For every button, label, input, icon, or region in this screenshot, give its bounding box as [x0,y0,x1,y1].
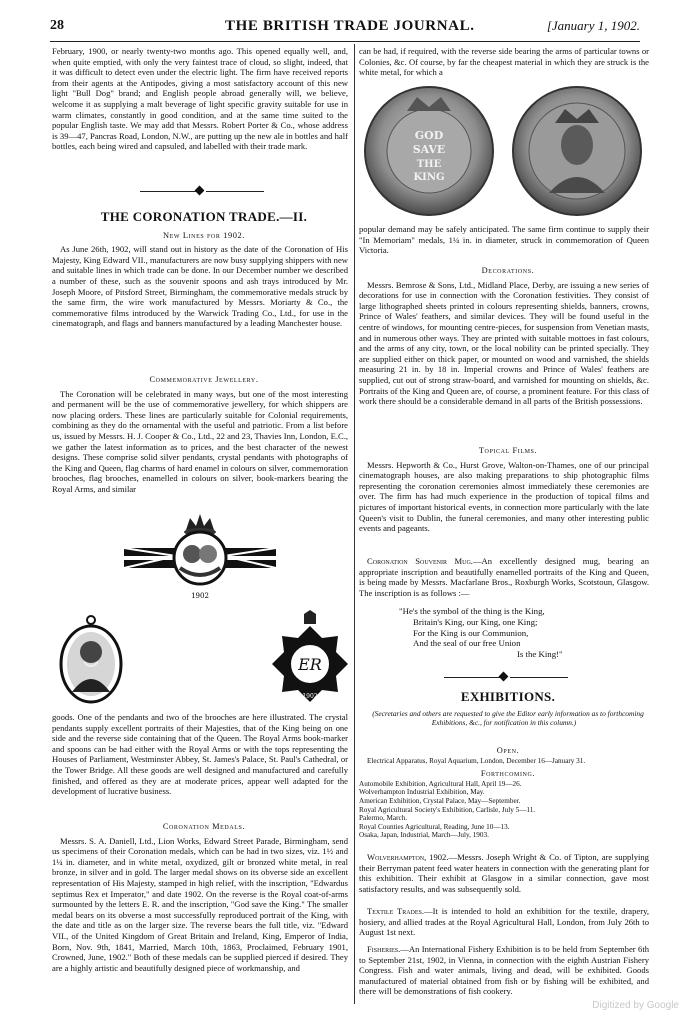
medal-word-3: THE [416,159,442,170]
right-column-mug [359,556,649,606]
list-item: Wolverhampton Industrial Exhibition, May. [359,788,485,797]
crystal-pendant-illustration [56,614,126,706]
medal-word-1: GOD [414,129,444,142]
left-column-goods [52,712,348,816]
right-column-wolverhampton [359,852,649,900]
list-item: Royal Agricultural Society's Exhibition, Carlisle, July 5—11. [359,805,536,814]
right-column-textile [359,906,649,940]
list-item: Osaka, Japan, Industrial, March—July, 1903. [359,831,489,840]
pendant-label: 1902 [302,693,318,700]
left-column-coronation [52,212,348,372]
left-column-jewellery [52,375,348,507]
issue-date-text: [January 1, 1902. [546,18,640,33]
medals-paragraph: Messrs. S. A. Daniell, Ltd., Lion Works, Edward Street Parade, Birmingham, send us specimens of their Coronation medals, which can be had in two sizes, viz. 1½ and 1¼ in. diameter, and in white metal, oxydized, gilt or bronzed white metal, in real bronze, in silver and in gold. The larger medal shows on its obverse side an excellent representation of His Majesty, stamped in high relief, with the inscription, "Edwardus septimus Rex et Imperator," and date 1902. On the reverse is the Royal coat-of-arms surmounted by the letters E. R. and the inscription, "God save the King." The smaller medal bears on its obverse a most successfully reproduced portrait of the King, with the date and title as on the larger size. The reverse bears the full title, viz. "Edward VII., of the United Kingdom of Great Britain and Ireland, King, Emperor of India, Born, Nov. 9th, 1841, Married, March 10th, 1863, Proclaimed, February 1901, Crowned, June, 1902." Both of these medals can be supplied pierced if desired. They are a highly artistic and beautifully designed piece of workmanship, and [52,835,348,973]
fisheries-lead: Fisheries. [367,944,401,954]
exhibitions-heading: EXHIBITIONS. [460,692,556,704]
decorations-paragraph: Messrs. Bemrose & Sons, Ltd., Midland Place, Derby, are issuing a new series of decorations for use in connection with the Coronation festivities. They consist of large lithographed sheets printed in colours representing shields, banners, crowns, Prince of Wales' feathers, and similar devices. They will be found useful in the centre of windows, for mounting centre-pieces, for suspension from Venetian masts, and in numerous other ways. They are printed with suitable mottoes in fast colours, and the arms of any city, town, or the local nobility can be printed specially. They are supplied either on thick paper, or mounted on wood and varnished, the shields measuring 21 in. by 18 in. Imperial crowns and Prince of Wales' feathers are supplied, cut out of strong straw-board, and varnished for mounting on shields, &c. Portraits of the King and Queen are, of course, a prominent feature. For this class of work there should be a considerable demand in all parts of the British possessions. [359,279,649,407]
right-column-decorations [359,266,649,434]
king-profile [561,125,593,165]
jewellery-subheading: Commemorative Jewellery. [149,375,259,384]
textile-lead: Textile Trades. [367,906,425,916]
medal-word-4: KING [413,172,445,183]
coronation-medals-illustration [359,83,649,221]
textile-paragraph: —It is intended to hold an exhibition for the textile, drapery, hosiery, and allied trades at the Royal Agricultural Hall, London, from July 26th to August 1st next. [359,906,649,938]
films-paragraph: Messrs. Hepworth & Co., Hurst Grove, Walton-on-Thames, one of our principal cinematograph houses, are also making preparations to ship photographic films representing the coronation ceremonies almost immediately these ceremonies are over. The firm has had much experience in the production of topical films and pictures of important historical events, in connection more particularly with the late Queen's visit to Dublin, the funeral ceremonies, and many other interesting public events and pageants. [359,459,649,534]
svg-text:ER: ER [298,655,322,674]
brooch-label: 1902 [191,592,209,600]
header-rule [50,41,640,42]
right-column-exhibitions-head [359,692,649,732]
bull-dog-paragraph: February, 1900, or nearly twenty-two months ago. This opened equally well, and, when quite emptied, with only the very faintest trace of cloud, so slight, indeed, that it was difficult to detect even under the electric light. The firm have received reports from their agents at the Antipodes, giving a most satisfactory account of this new light "Bull Dog" brand; and English people abroad generally will, we believe, welcome it as supplying a malt beverage of light specific gravity suitable for use in warm climates, constantly in good condition, and at the same time suited to the popular English taste. We may add that Messrs. Robert Porter & Co., whose address is 39—47, Pancras Road, London, N.W., are putting up the new ale in bottles and half bottles, each being wired and capsuled, and labelled with their trade mark. [52,46,348,152]
white-metal-paragraph: can be had, if required, with the reverse side bearing the arms of particular towns or Colonies, &c. Of course, by far the cheapest material in which they are struck is the white metal, for which a [359,46,649,78]
right-column-fisheries [359,944,649,1004]
ornament-line-left [140,191,198,192]
list-item: Palermo, March. [359,814,408,823]
forthcoming-list [359,780,649,840]
left-column-top [52,46,348,198]
wolverhampton-lead: Wolverhampton, 1902. [367,852,449,862]
new-lines-paragraph: As June 26th, 1902, will stand out in history as the date of the Coronation of His Majesty, King Edward VII., manufacturers are now busy supplying shippers with new and suitable lines in which trade can be done. In our December number we described a number of these, such as the souvenir spoons and ash trays introduced by Mr. Joseph Moore, of Pitsford Street, Birmingham, the commemorative medals struck by the same firm, the wire work manufactured by Messrs. Moriarty & Co., the commemorative films introduced by the Warwick Trading Co., Ltd., for use in the cinematograph, and flags and banners manufactured by a leading Manchester house. [52,244,348,329]
ornament-divider [140,186,260,196]
journal-title: THE BRITISH TRADE JOURNAL. [225,18,475,34]
list-item: Automobile Exhibition, Agricultural Hall, April 19—26. [359,779,522,788]
poem-line-1: "He's the symbol of the thing is the King, [399,606,545,616]
medals-subheading: Coronation Medals. [162,822,246,831]
right-column-exhibition-list [359,746,649,842]
right-column-films [359,446,649,546]
decorations-subheading: Decorations. [481,266,535,275]
goods-paragraph: goods. One of the pendants and two of the brooches are here illustrated. The crystal pendants supply excellent portraits of their Majesties, that of the King being on one side and the reverse side containing that of the Queen. The Royal Arms book-marker and spoons can be had either with the Royal Arms or with the tops representing the Houses of Parliament, Westminster Abbey, St. James's Palace, St. Paul's Cathedral, or the Tower Bridge. All these goods are well designed and manufactured and carefully finished, and offered as they are at moderate prices, appear well adapted for the development of lucrative business. [52,712,348,797]
digitized-watermark: Digitized by Google [592,1000,679,1011]
ornament-diamond [195,186,205,196]
mug-paragraph: —An excellently designed mug, bearing an appropriate inscription and beautifully enamelled portraits of the King and Queen, is being made by Messrs. Macfarlane Bros., Roxburgh Works, Scotstoun, Glasgow. The inscription is as follows :— [359,556,649,598]
forthcoming-subheading: Forthcoming. [480,769,536,779]
coronation-heading: THE CORONATION TRADE.—II. [100,212,308,224]
new-lines-subheading: New Lines for 1902. [162,230,246,240]
ornament-line-right [206,191,264,192]
column-divider [354,44,355,1004]
flag-brooch-illustration [120,512,280,604]
page-number: 28 [50,18,64,33]
poem-line-3: For the King is our Communion, [413,627,529,638]
issue-date [547,18,640,34]
poem-line-2: Britain's King, our King, one King; [413,616,538,627]
ornament-line-left-2 [444,677,502,678]
page-header [50,18,640,38]
list-item: Royal Counties Agricultural, Reading, June 10—13. [359,822,510,831]
open-item: Electrical Apparatus, Royal Aquarium, London, December 16—January 31. [367,756,586,765]
ornament-divider-right [444,672,564,682]
films-subheading: Topical Films. [478,446,538,455]
medal-reverse [365,87,493,215]
exhibitions-note: (Secretaries and others are requested to give the Editor early information as to forthcoming Exhibitions, &c., for notification in this column.) [372,708,644,727]
medal-obverse [513,87,641,215]
medal-word-2: SAVE [412,143,446,156]
poem-line-4: And the seal of our free Union [413,638,521,649]
ornament-diamond-2 [499,672,509,682]
jewellery-paragraph: The Coronation will be celebrated in many ways, but one of the most interesting and permanent will be the use of commemorative jewellery, for which shippers are now placing orders. These lines are particularly suitable for Colonial requirements, combining as they do the ornamental with the useful and patriotic. From a list before us, issued by Messrs. H. J. Cooper & Co., Ltd., 22 and 23, Thavies Inn, London, E.C., we gather the latest information as to prices, and the best character of the newest designs. These comprise solid silver pendants, crystal pendants with photographs of the King and Queen, flag charms of hard enamel in colours on silver, commemoration brooches, flag brooches, enamelled in colours on silver, book-markers bearing the Royal Arms, and similar [52,388,348,494]
wolverhampton-paragraph: —Messrs. Joseph Wright & Co. of Tipton, are supplying their Berryman patent feed water heaters in connection with the generating plant for this exhibition. Their exhibit at Glasgow in a similar connection, gave most satisfactory results, and was subsequently sold. [359,852,649,894]
poem-line-5: Is the King!" [517,649,563,660]
list-item: American Exhibition, Crystal Palace, May—September. [359,796,521,805]
mug-lead: Coronation Souvenir Mug. [367,556,473,566]
right-column-top [359,46,649,80]
mug-poem [359,606,649,664]
open-subheading: Open. [496,746,520,755]
right-column-popular [359,224,649,262]
cross-pendant-illustration [270,610,350,710]
fisheries-paragraph: —An International Fishery Exhibition is to be held from September 6th to September 21st, 1902, in Vienna, in connection with the eighth Austrian Fishery Congress. Fish and water animals, living and dead, will be exhibited. Goods manufactured of material obtained from fish or by fishing will be exhibited, and there will be demonstrations of fish cookery. [359,944,649,997]
popular-demand-paragraph: popular demand may be safely anticipated. The same firm continue to supply their "In Memoriam" medals, 1¼ in. in diameter, struck in commemoration of Queen Victoria. [359,224,649,256]
king-portrait-head [80,641,102,663]
ornament-line-right-2 [510,677,568,678]
left-column-medals [52,822,348,1008]
